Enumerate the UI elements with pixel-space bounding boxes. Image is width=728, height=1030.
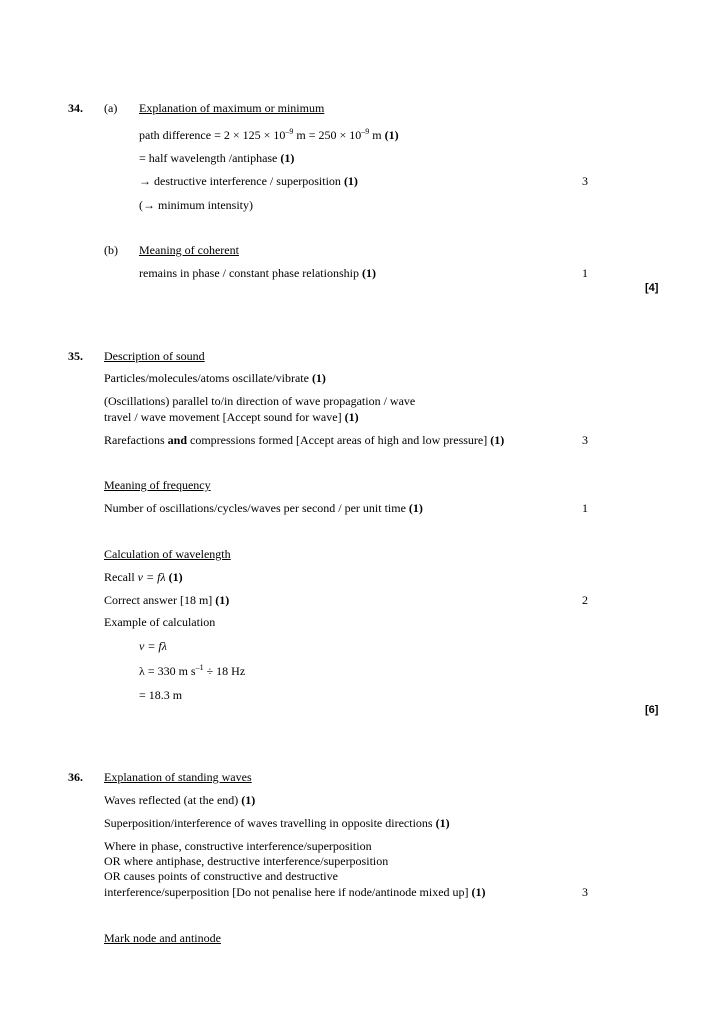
recall-line: Recall v = fλ (1) bbox=[104, 570, 183, 584]
oscillations-line: (Oscillations) parallel to/in direction of wave propagation / wave bbox=[104, 394, 416, 408]
total-35: [6] bbox=[645, 704, 659, 716]
superposition-line: Superposition/interference of waves travelling in opposite directions (1) bbox=[104, 816, 450, 830]
result-line: = 18.3 m bbox=[139, 688, 183, 702]
frequency-line: Number of oscillations/cycles/waves per second / per unit time (1) bbox=[104, 501, 423, 515]
destructive-interference-line: → destructive interference / superposition (1) bbox=[139, 174, 358, 188]
heading-description-of-sound: Description of sound bbox=[104, 349, 205, 363]
marks-35-sound: 3 bbox=[582, 433, 588, 447]
lambda-calculation-line: λ = 330 m $s^{-1} \div 18$ Hz bbox=[139, 663, 246, 678]
marks-35-frequency: 1 bbox=[582, 501, 588, 515]
half-wavelength-line: = half wavelength /antiphase (1) bbox=[139, 151, 295, 165]
in-phase-constructive-line: Where in phase, constructive interference/superposition bbox=[104, 839, 372, 853]
marks-35-wavelength: 2 bbox=[582, 593, 588, 607]
minimum-intensity-line: (→ minimum intensity) bbox=[139, 198, 253, 212]
part-label-b: (b) bbox=[104, 243, 118, 257]
equation-line: v = fλ bbox=[139, 639, 167, 653]
constructive-destructive-line: OR causes points of constructive and destructive bbox=[104, 869, 338, 883]
marks-36-standing-waves: 3 bbox=[582, 885, 588, 899]
heading-calculation-of-wavelength: Calculation of wavelength bbox=[104, 547, 231, 561]
heading-mark-node-antinode: Mark node and antinode bbox=[104, 931, 221, 945]
heading-coherent: Meaning of coherent bbox=[139, 243, 239, 257]
rarefactions-line: Rarefactions and compressions formed [Accept areas of high and low pressure] (1) bbox=[104, 433, 505, 447]
marks-34a: 3 bbox=[582, 174, 588, 188]
heading-meaning-of-frequency: Meaning of frequency bbox=[104, 478, 211, 492]
question-number-35: 35. bbox=[68, 349, 83, 363]
heading-standing-waves: Explanation of standing waves bbox=[104, 770, 252, 784]
total-34: [4] bbox=[645, 282, 659, 294]
in-phase-line: remains in phase / constant phase relationship (1) bbox=[139, 266, 376, 280]
part-label-a: (a) bbox=[104, 101, 118, 115]
path-difference-line: path difference = $2 \times 125 \times 10^{-9}$ $m = 250 \times 10^{-9}$ m (1) bbox=[139, 127, 399, 142]
node-antinode-line: interference/superposition [Do not penalise here if node/antinode mixed up] (1) bbox=[104, 885, 486, 899]
heading-maximum-minimum: Explanation of maximum or minimum bbox=[139, 101, 325, 115]
antiphase-destructive-line: OR where antiphase, destructive interference/superposition bbox=[104, 854, 389, 868]
question-number-36: 36. bbox=[68, 770, 83, 784]
marks-34b: 1 bbox=[582, 266, 588, 280]
correct-answer-line: Correct answer [18 m] (1) bbox=[104, 593, 230, 607]
wave-travel-line: travel / wave movement [Accept sound for wave] (1) bbox=[104, 410, 359, 424]
question-number-34: 34. bbox=[68, 101, 83, 115]
waves-reflected-line: Waves reflected (at the end) (1) bbox=[104, 793, 256, 807]
example-calculation-line: Example of calculation bbox=[104, 615, 216, 629]
particles-line: Particles/molecules/atoms oscillate/vibrate (1) bbox=[104, 371, 326, 385]
